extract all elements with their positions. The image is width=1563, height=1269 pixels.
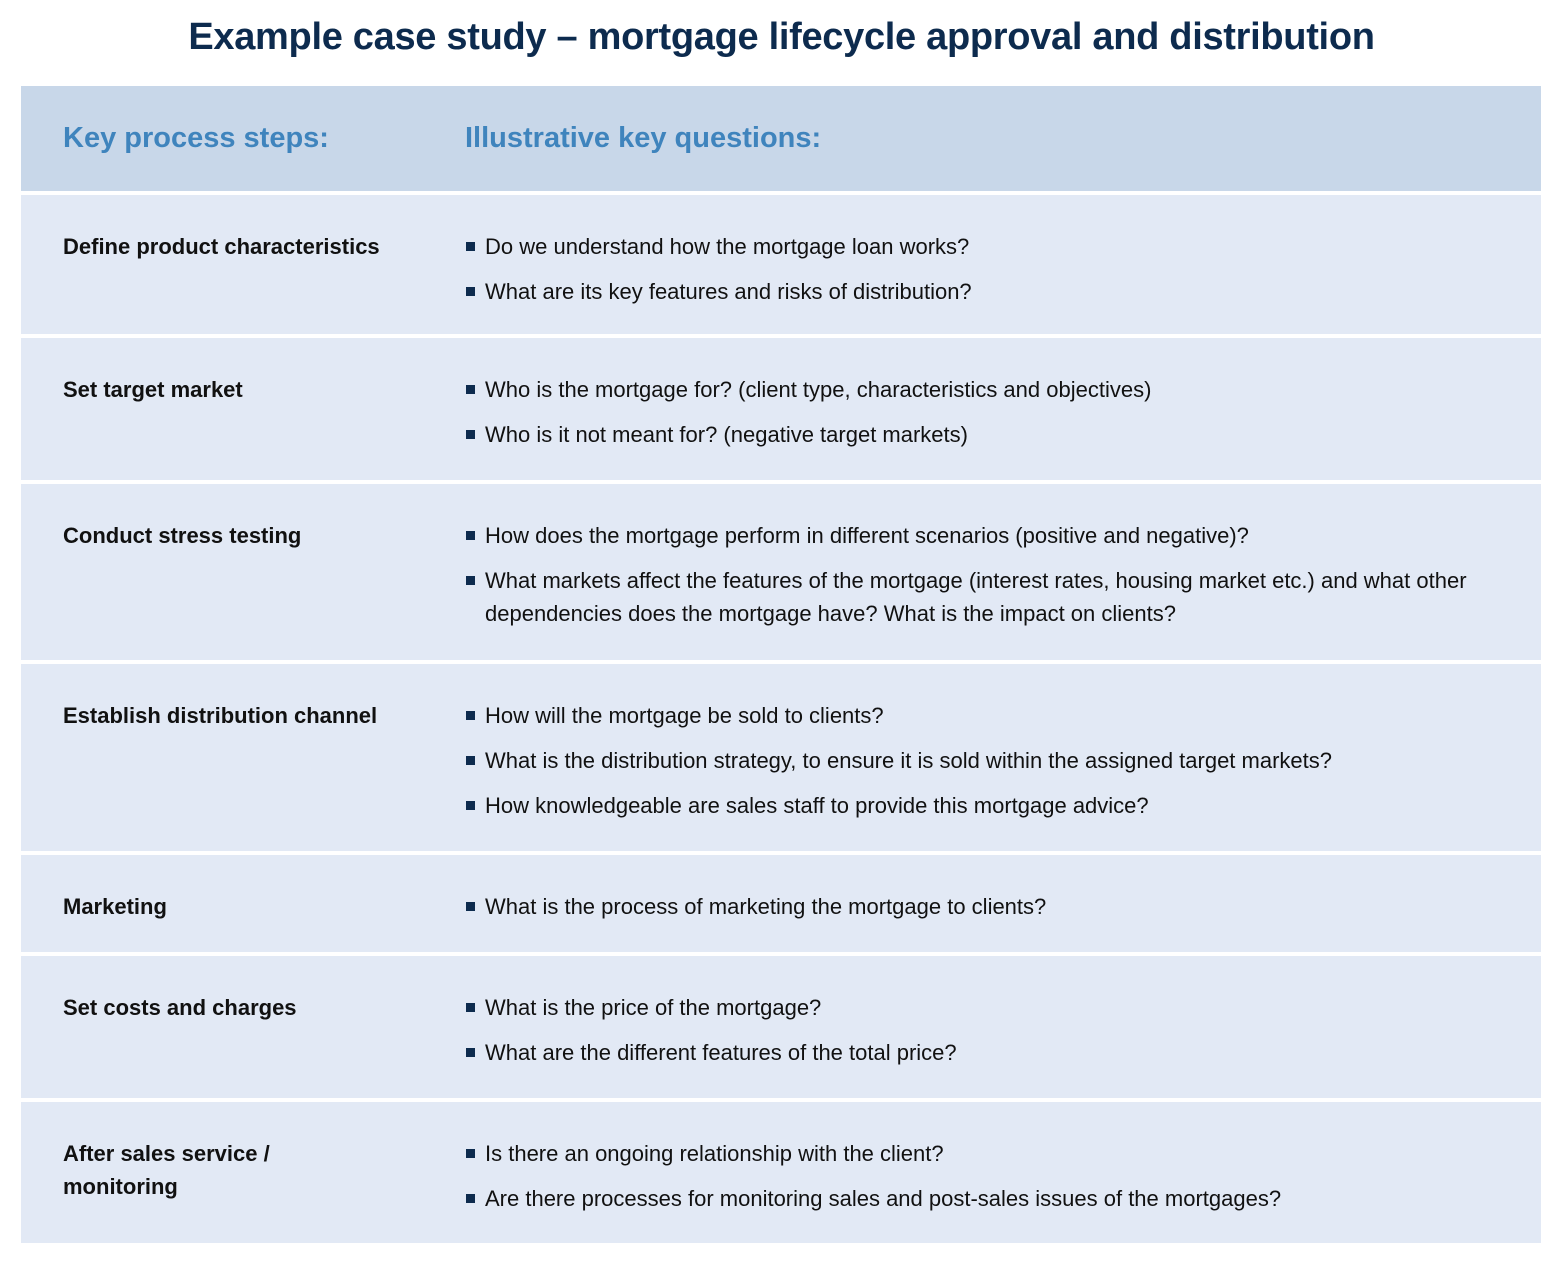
square-bullet-icon [466,385,475,394]
question-text: Are there processes for monitoring sales and post-sales issues of the mortgages? [485,1186,1282,1211]
process-step-label: Marketing [63,894,167,919]
question-text: What is the process of marketing the mortgage to clients? [485,894,1047,919]
square-bullet-icon [466,711,475,720]
table-row [21,484,1541,660]
process-step-label: Conduct stress testing [63,523,302,548]
square-bullet-icon [466,430,475,439]
question-item [465,789,1525,822]
table-row [21,338,1541,480]
square-bullet-icon [466,576,475,585]
square-bullet-icon [466,1048,475,1057]
page-title: Example case study – mortgage lifecycle approval and distribution [188,16,1375,58]
process-step-label: Set target market [63,377,243,402]
question-item [465,373,1525,406]
question-list [465,230,1525,320]
question-item [465,1036,1525,1069]
question-text: Who is the mortgage for? (client type, characteristics and objectives) [485,377,1152,402]
question-item [465,890,1525,923]
square-bullet-icon [466,1194,475,1203]
square-bullet-icon [466,242,475,251]
table-row [21,664,1541,851]
question-text: Is there an ongoing relationship with the client? [485,1141,944,1166]
process-step-label: Define product characteristics [63,234,380,259]
question-item [465,230,1525,263]
square-bullet-icon [466,1003,475,1012]
question-item [465,1137,1525,1170]
square-bullet-icon [466,1149,475,1158]
question-text: How will the mortgage be sold to clients? [485,703,884,728]
question-item [465,744,1525,777]
question-item [465,699,1525,732]
question-text: Do we understand how the mortgage loan works? [485,234,970,259]
question-list [465,1137,1525,1227]
square-bullet-icon [466,801,475,810]
question-list [465,373,1525,463]
square-bullet-icon [466,531,475,540]
question-text: Who is it not meant for? (negative target markets) [485,422,968,447]
table-row [21,1102,1541,1243]
question-text: What are the different features of the total price? [485,1040,957,1065]
table-header [21,86,1541,191]
question-text: What is the distribution strategy, to ensure it is sold within the assigned target markets? [485,748,1332,773]
table-row [21,855,1541,952]
question-item [465,275,1525,308]
square-bullet-icon [466,756,475,765]
table-row [21,956,1541,1098]
header-illustrative-key-questions: Illustrative key questions: [465,122,822,154]
question-item [465,519,1525,552]
question-list [465,991,1525,1081]
question-item [465,991,1525,1024]
question-list [465,519,1525,642]
question-text: How knowledgeable are sales staff to provide this mortgage advice? [485,793,1149,818]
question-item [465,564,1525,630]
question-text: What are its key features and risks of distribution? [485,279,972,304]
table-row [21,195,1541,334]
process-table [21,86,1541,1247]
question-text: What markets affect the features of the mortgage (interest rates, housing market etc.) and what other dependencies does the mortgage have? What is the impact on clients? [485,568,1467,626]
square-bullet-icon [466,287,475,296]
process-step-label: Establish distribution channel [63,703,378,728]
question-text: What is the price of the mortgage? [485,995,822,1020]
question-list [465,890,1525,935]
square-bullet-icon [466,902,475,911]
table-body [21,195,1541,1243]
question-item [465,418,1525,451]
process-step-label: After sales service / monitoring [63,1141,270,1199]
question-list [465,699,1525,834]
question-item [465,1182,1525,1215]
header-key-process-steps: Key process steps: [63,122,329,154]
question-text: How does the mortgage perform in different scenarios (positive and negative)? [485,523,1249,548]
process-step-label: Set costs and charges [63,995,297,1020]
